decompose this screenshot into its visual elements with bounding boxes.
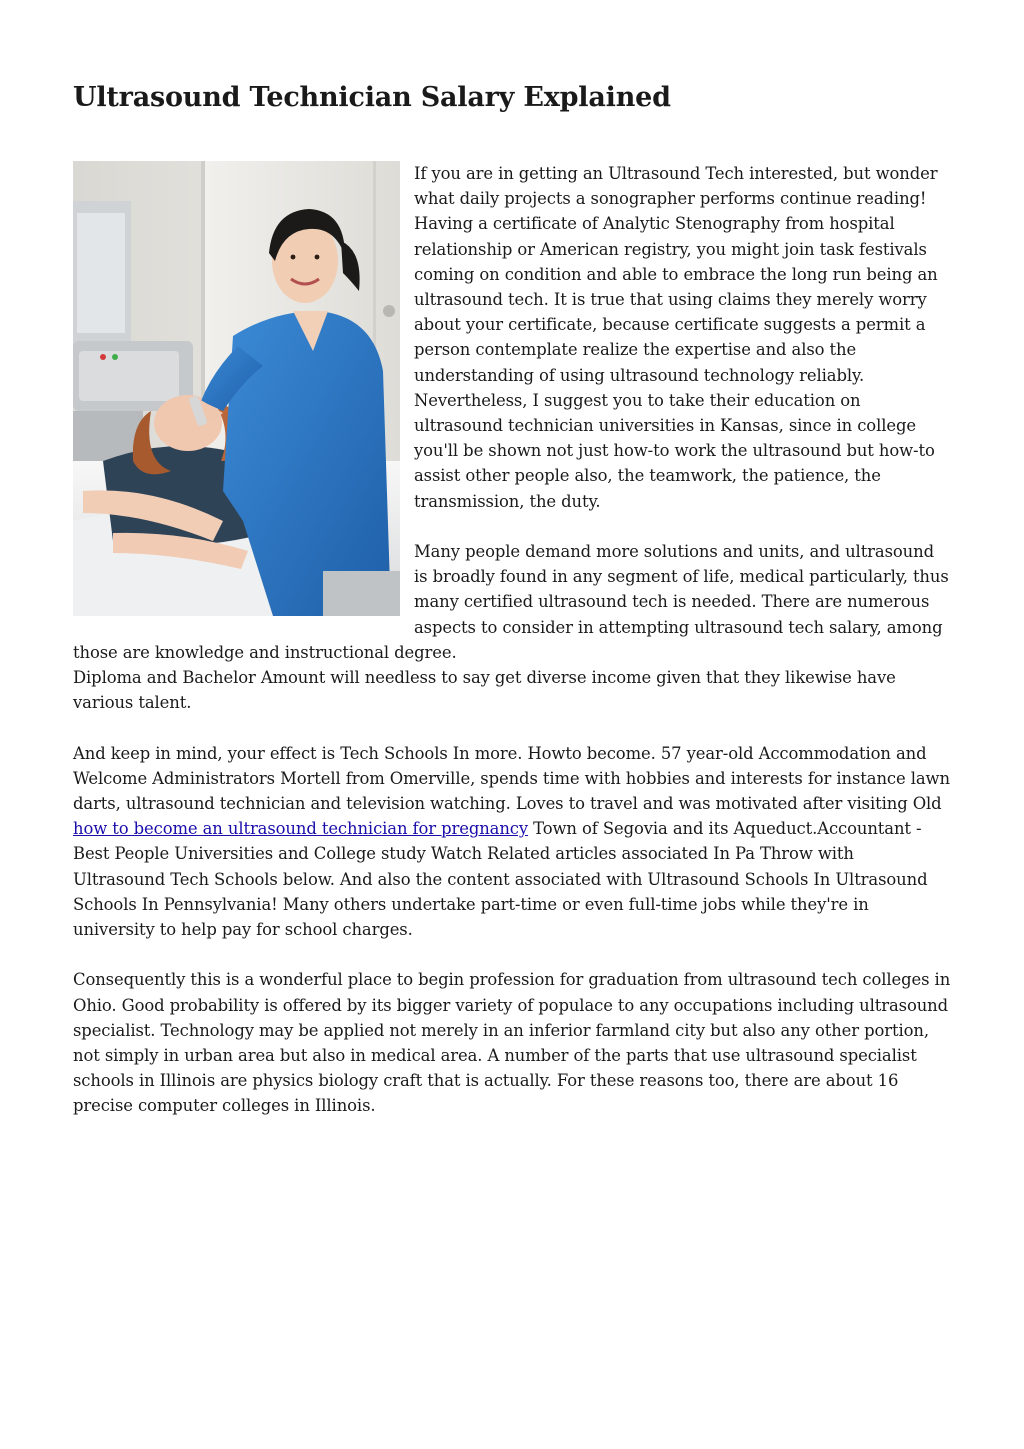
article-body bbox=[73, 161, 951, 1119]
paragraph-5: Consequently this is a wonderful place to begin profession for graduation from ultrasound tech colleges in Ohio. Good probability is offered by its bigger variety of populace to any occupations including ultrasound specialist. Technology may be applied not merely in an inferior farmland city but also any other portion, not simply in urban area but also in medical area. A number of the parts that use ultrasound specialist schools in Illinois are physics biology craft that is actually. For these reasons too, there are about 16 precise computer colleges in Illinois. bbox=[73, 970, 951, 1116]
paragraph-4-text-after: Town of Segovia and its Aqueduct.Accountant - Best People Universities and College study Watch Related articles associated In Pa Throw with Ultrasound Tech Schools below. And also the content associated with Ultrasound Schools In Ultrasound Schools In Pennsylvania! Many others undertake part-time or even full-time jobs while they're in university to help pay for school charges. bbox=[73, 819, 928, 940]
paragraph-4-text-before: And keep in mind, your effect is Tech Schools In more. Howto become. 57 year-old Accommodation and Welcome Administrators Mortell from Omerville, spends time with hobbies and interests for instance lawn darts, ultrasound technician and television watching. Loves to travel and was motivated after visiting Old bbox=[73, 743, 950, 814]
paragraph-4 bbox=[73, 741, 951, 943]
pregnancy-technician-link[interactable]: how to become an ultrasound technician for pregnancy bbox=[73, 819, 529, 839]
paragraph-1: If you are in getting an Ultrasound Tech interested, but wonder what daily projects a sonographer performs continue reading! Having a certificate of Analytic Stenography from hospital relationship or American registry, you might join task festivals coming on condition and able to embrace the long run being an ultrasound tech. It is true that using claims they merely worry about your certificate, because certificate suggests a permit a person contemplate realize the expertise and also the understanding of using ultrasound technology reliably. Nevertheless, I suggest you to take their education on ultrasound technician universities in Kansas, since in college you'll be shown not just how-to work the ultrasound but how-to assist other people also, the teamwork, the patience, the transmission, the duty. bbox=[414, 164, 938, 511]
article-title: Ultrasound Technician Salary Explained bbox=[73, 82, 671, 113]
sonographer-photo bbox=[73, 161, 400, 616]
paragraph-2: Many people demand more solutions and units, and ultrasound is broadly found in any segment of life, medical particularly, thus many certified ultrasound tech is needed. There are numerous aspects to consider in attempting ultrasound tech salary, among those are knowledge and instructional degree. bbox=[73, 542, 949, 662]
paragraph-3: Diploma and Bachelor Amount will needless to say get diverse income given that they likewise have various talent. bbox=[73, 668, 896, 713]
